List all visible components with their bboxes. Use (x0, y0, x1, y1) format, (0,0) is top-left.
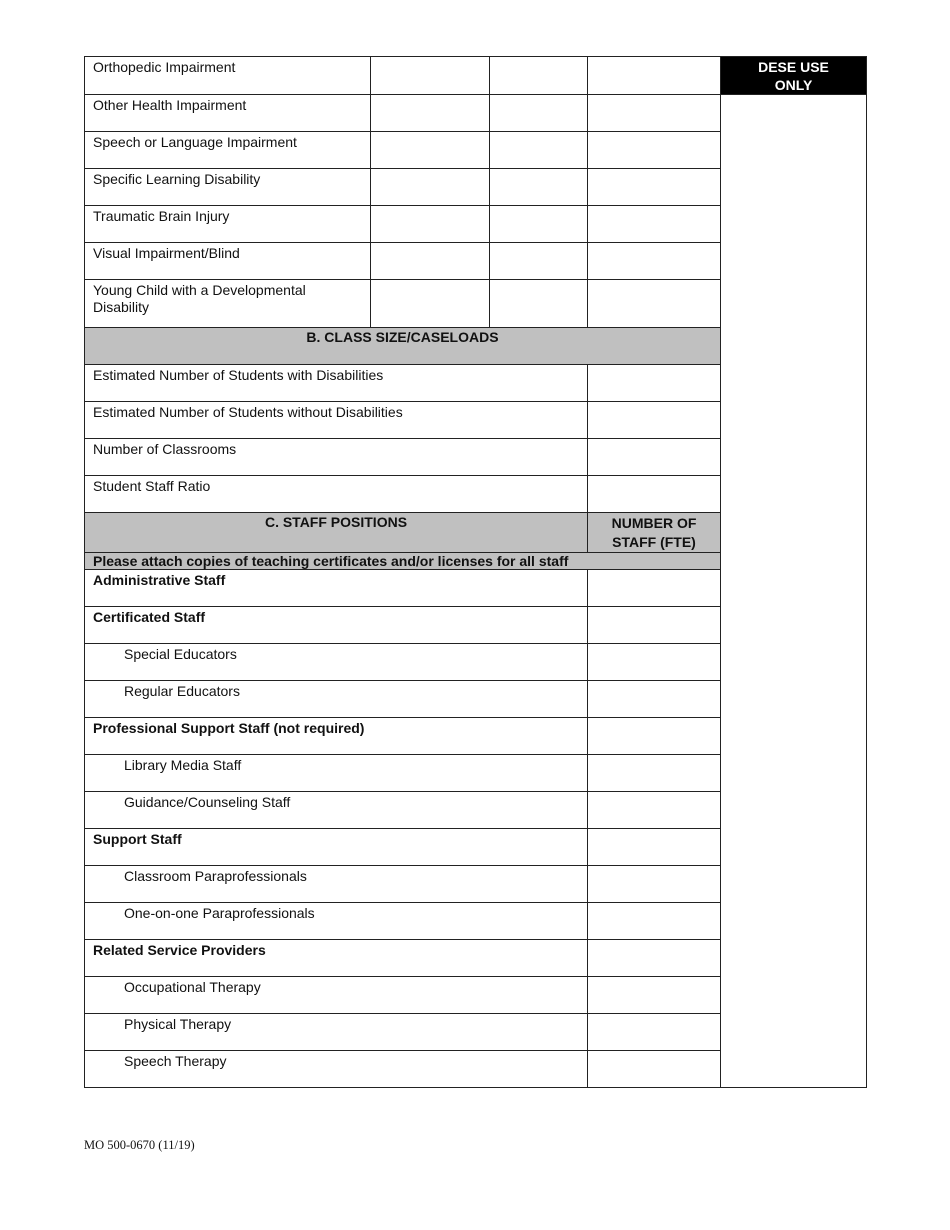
number-of-staff-header: NUMBER OF STAFF (FTE) (588, 513, 721, 553)
input-cell[interactable] (588, 402, 721, 439)
input-cell[interactable] (588, 439, 721, 476)
row-label: Guidance/Counseling Staff (85, 792, 588, 829)
input-cell[interactable] (371, 206, 490, 243)
row-label: Administrative Staff (85, 570, 588, 607)
row-label: Orthopedic Impairment (85, 57, 371, 95)
dese-use-only-area (721, 95, 867, 1088)
dese-use-only-header: DESE USE ONLY (721, 57, 867, 95)
input-cell[interactable] (371, 243, 490, 280)
input-cell[interactable] (588, 792, 721, 829)
row-label: Student Staff Ratio (85, 476, 588, 513)
row-label: Regular Educators (85, 681, 588, 718)
input-cell[interactable] (371, 57, 490, 95)
row-label: Support Staff (85, 829, 588, 866)
input-cell[interactable] (490, 243, 588, 280)
row-label: Young Child with a Developmental Disability (85, 280, 371, 328)
input-cell[interactable] (588, 365, 721, 402)
row-label: Estimated Number of Students without Disabilities (85, 402, 588, 439)
input-cell[interactable] (588, 132, 721, 169)
input-cell[interactable] (588, 476, 721, 513)
input-cell[interactable] (588, 866, 721, 903)
input-cell[interactable] (588, 243, 721, 280)
input-cell[interactable] (490, 169, 588, 206)
input-cell[interactable] (490, 95, 588, 132)
input-cell[interactable] (588, 280, 721, 328)
input-cell[interactable] (588, 57, 721, 95)
input-cell[interactable] (490, 57, 588, 95)
input-cell[interactable] (588, 903, 721, 940)
table-row (85, 57, 867, 95)
row-label: Classroom Paraprofessionals (85, 866, 588, 903)
input-cell[interactable] (588, 570, 721, 607)
input-cell[interactable] (371, 169, 490, 206)
input-cell[interactable] (588, 829, 721, 866)
input-cell[interactable] (371, 132, 490, 169)
row-label: Number of Classrooms (85, 439, 588, 476)
input-cell[interactable] (490, 280, 588, 328)
input-cell[interactable] (588, 644, 721, 681)
row-label: Physical Therapy (85, 1014, 588, 1051)
input-cell[interactable] (588, 977, 721, 1014)
row-label: One-on-one Paraprofessionals (85, 903, 588, 940)
section-b-title: B. CLASS SIZE/CASELOADS (85, 328, 721, 365)
form-number: MO 500-0670 (11/19) (84, 1138, 195, 1152)
row-label: Traumatic Brain Injury (85, 206, 371, 243)
section-c-title: C. STAFF POSITIONS (85, 513, 588, 553)
row-label: Speech or Language Impairment (85, 132, 371, 169)
input-cell[interactable] (588, 755, 721, 792)
row-label: Certificated Staff (85, 607, 588, 644)
input-cell[interactable] (588, 169, 721, 206)
table-row (85, 95, 867, 132)
input-cell[interactable] (588, 95, 721, 132)
input-cell[interactable] (588, 940, 721, 977)
input-cell[interactable] (588, 681, 721, 718)
input-cell[interactable] (588, 1051, 721, 1088)
row-label: Estimated Number of Students with Disabilities (85, 365, 588, 402)
row-label: Special Educators (85, 644, 588, 681)
attach-certificates-note: Please attach copies of teaching certificates and/or licenses for all staff (85, 553, 721, 570)
row-label: Occupational Therapy (85, 977, 588, 1014)
row-label: Speech Therapy (85, 1051, 588, 1088)
row-label: Related Service Providers (85, 940, 588, 977)
input-cell[interactable] (588, 607, 721, 644)
row-label: Professional Support Staff (not required) (85, 718, 588, 755)
input-cell[interactable] (371, 280, 490, 328)
form-table (84, 56, 867, 1088)
input-cell[interactable] (588, 206, 721, 243)
row-label: Other Health Impairment (85, 95, 371, 132)
input-cell[interactable] (588, 1014, 721, 1051)
input-cell[interactable] (371, 95, 490, 132)
row-label: Library Media Staff (85, 755, 588, 792)
row-label: Specific Learning Disability (85, 169, 371, 206)
input-cell[interactable] (490, 206, 588, 243)
input-cell[interactable] (490, 132, 588, 169)
row-label: Visual Impairment/Blind (85, 243, 371, 280)
input-cell[interactable] (588, 718, 721, 755)
